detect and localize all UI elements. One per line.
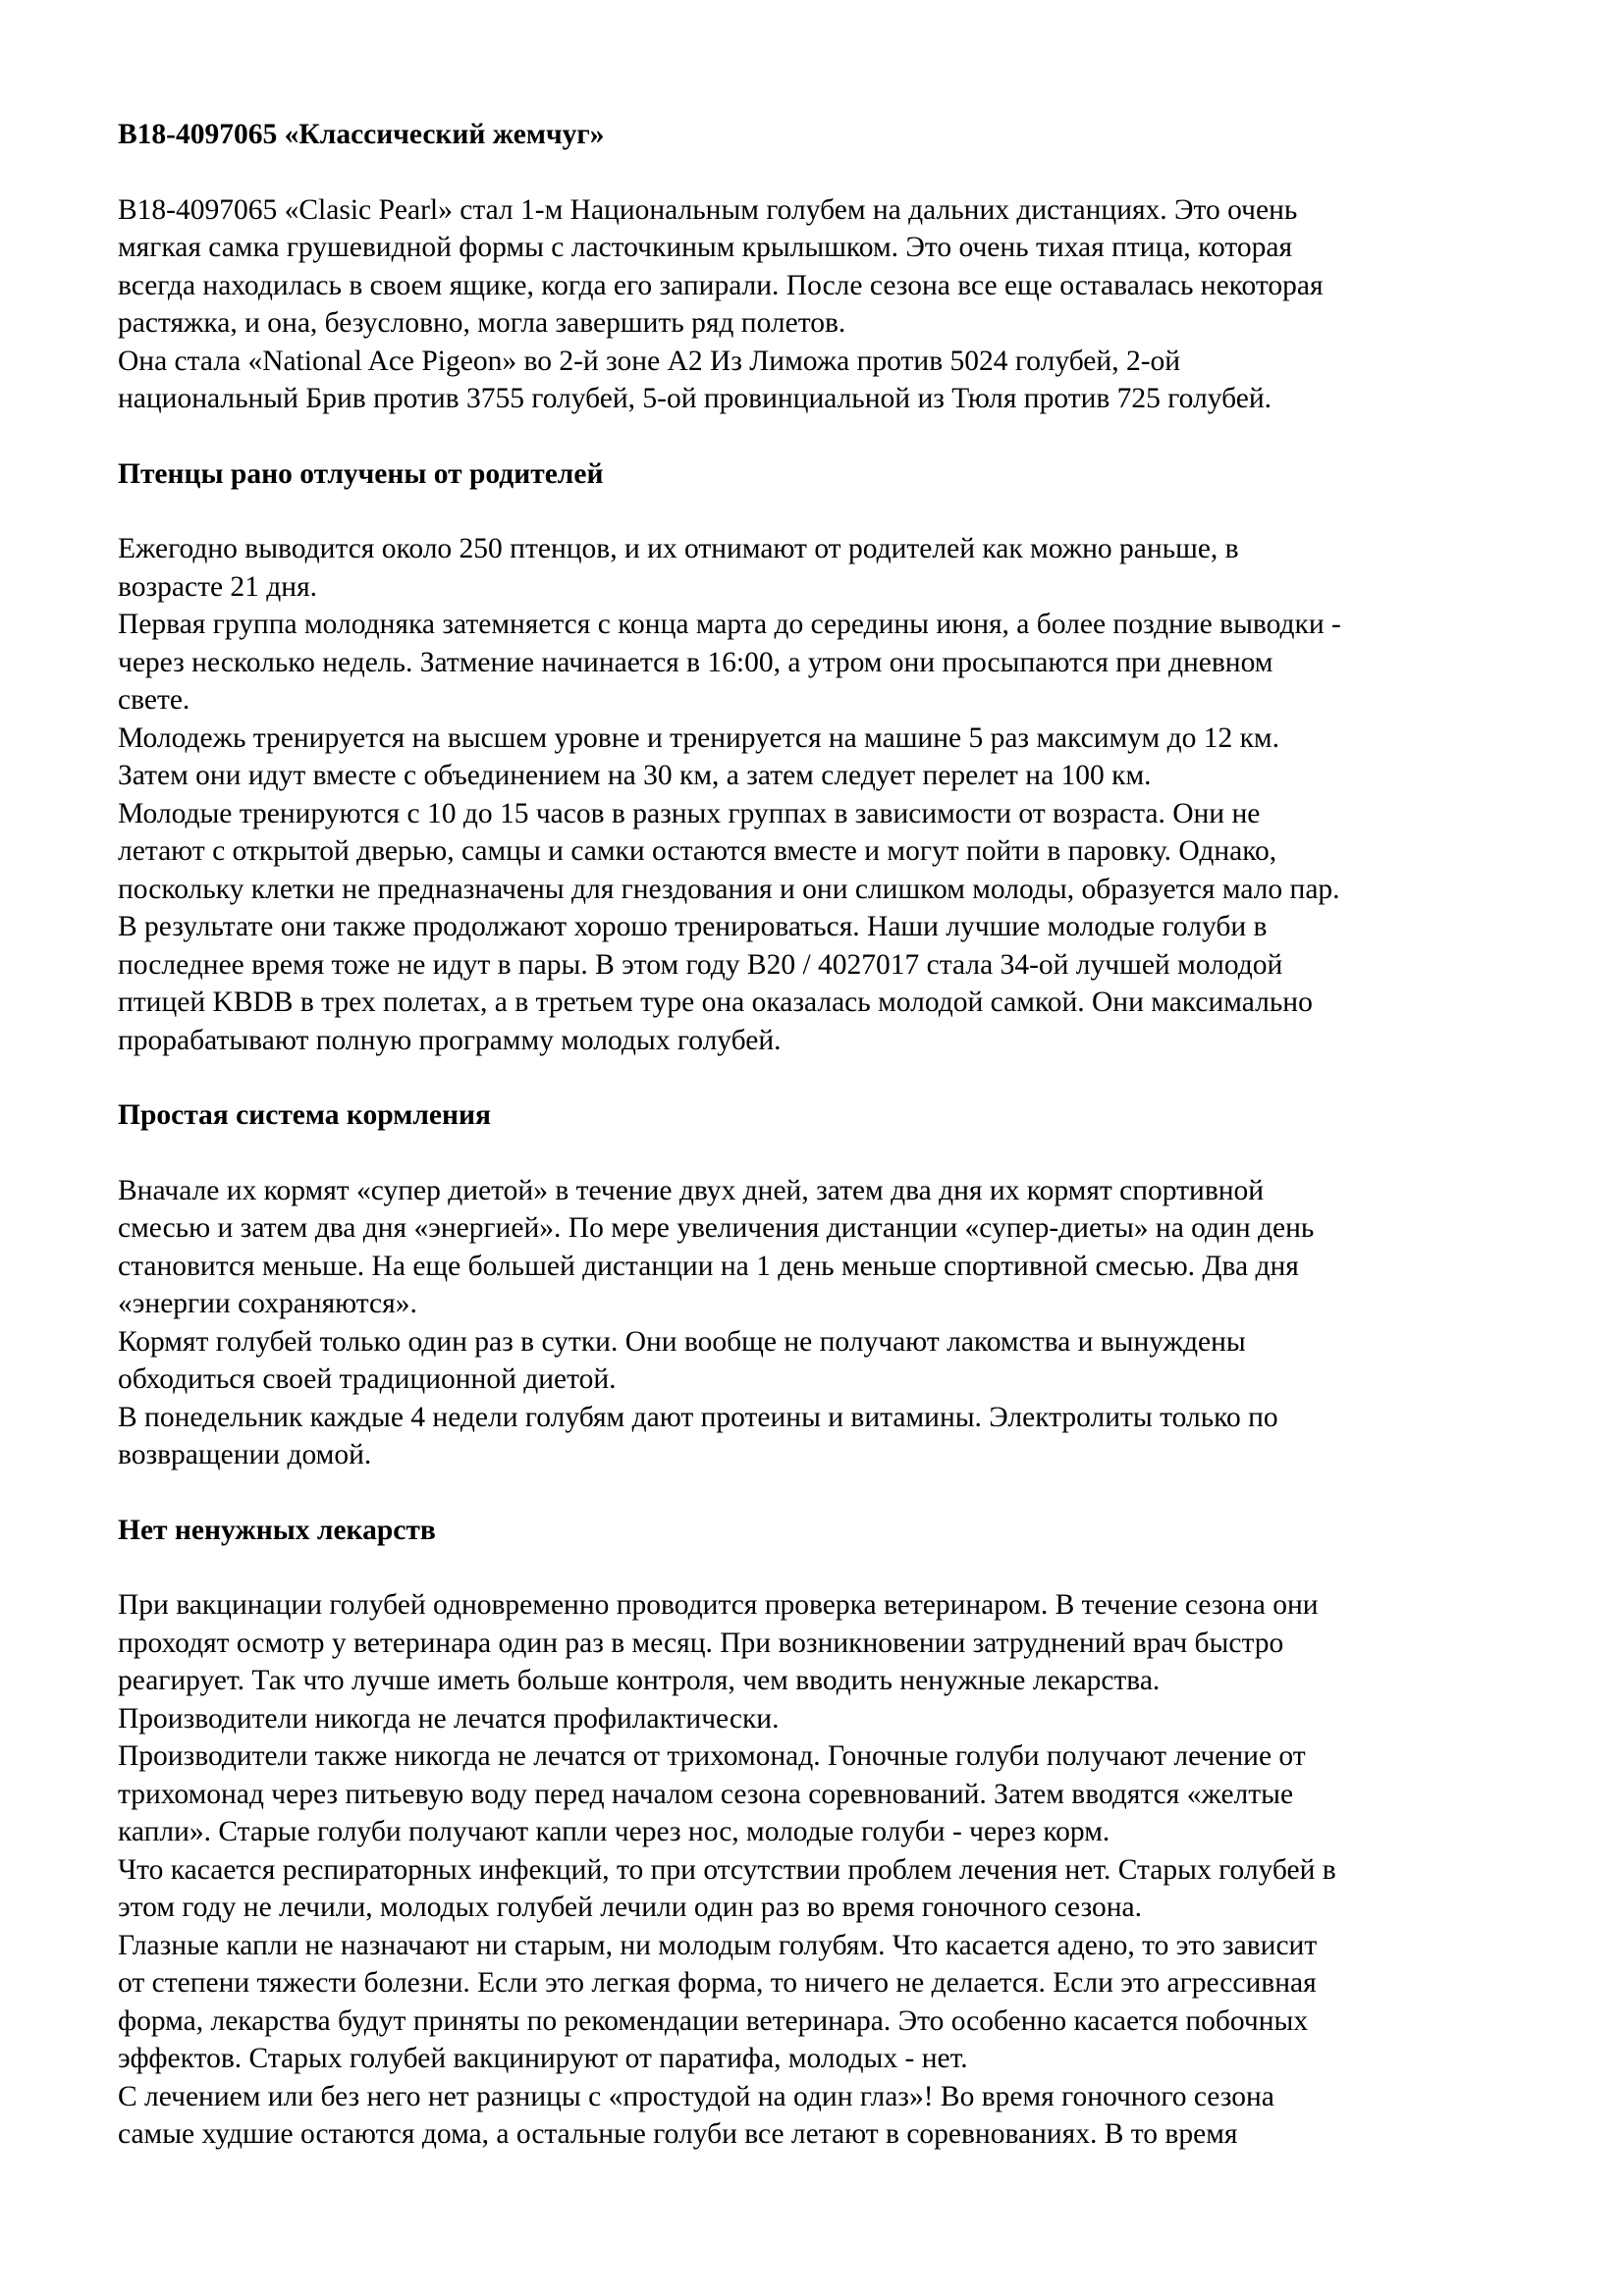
document-page xyxy=(118,116,1532,2191)
text-line: В понедельник каждые 4 недели голубям дают протеины и витамины. Электролиты только по xyxy=(118,1401,1278,1433)
section-chicks-weaned xyxy=(118,455,1532,1060)
text-line: Ежегодно выводится около 250 птенцов, и их отнимают от родителей как можно раньше, в xyxy=(118,533,1239,564)
paragraph xyxy=(118,191,1532,343)
text-line: B18-4097065 «Clasic Pearl» стал 1-м Национальным голубем на дальних дистанциях. Это очень xyxy=(118,193,1298,226)
text-line: Кормят голубей только один раз в сутки. Они вообще не получают лакомства и вынуждены xyxy=(118,1325,1246,1358)
text-line: этом году не лечили, молодых голубей лечили один раз во время гоночного сезона. xyxy=(118,1892,1143,1923)
paragraph xyxy=(118,795,1532,909)
text-line: последнее время тоже не идут в пары. В этом году B20 / 4027017 стала 34-ой лучшей молодой xyxy=(118,948,1283,981)
text-line: Затем они идут вместе с объединением на 30 км, а затем следует перелет на 100 км. xyxy=(118,760,1152,791)
paragraph xyxy=(118,343,1532,418)
text-line: возрасте 21 дня. xyxy=(118,570,318,603)
section-classic-pearl xyxy=(118,116,1532,418)
text-line: от степени тяжести болезни. Если это легкая форма, то ничего не делается. Если это агрессивная xyxy=(118,1967,1317,1999)
text-line: Первая группа молодняка затемняется с конца марта до середины июня, а более поздние выводки - xyxy=(118,609,1341,640)
text-line: прорабатывают полную программу молодых голубей. xyxy=(118,1024,782,1056)
section-heading: B18-4097065 «Классический жемчуг» xyxy=(118,119,605,150)
paragraph xyxy=(118,2078,1532,2154)
text-line: Что касается респираторных инфекций, то при отсутствии проблем лечения нет. Старых голубей в xyxy=(118,1853,1336,1886)
text-line: капли». Старые голуби получают капли через нос, молодые голуби - через корм. xyxy=(118,1816,1110,1847)
text-line: растяжка, и она, безусловно, могла завершить ряд полетов. xyxy=(118,307,846,339)
text-line: возвращении домой. xyxy=(118,1439,372,1470)
paragraph xyxy=(118,1399,1532,1474)
text-line: летают с открытой дверью, самцы и самки остаются вместе и могут пойти в паровку. Однако, xyxy=(118,835,1277,867)
text-line: становится меньше. На еще большей дистанции на 1 день меньше спортивной смесью. Два дня xyxy=(118,1250,1299,1282)
section-heading: Птенцы рано отлучены от родителей xyxy=(118,457,604,490)
text-line: самые худшие остаются дома, а остальные голуби все летают в соревнованиях. В то время xyxy=(118,2118,1238,2150)
text-line: мягкая самка грушевидной формы с ласточкиным крылышком. Это очень тихая птица, которая xyxy=(118,232,1293,263)
paragraph xyxy=(118,1737,1532,1851)
paragraph xyxy=(118,908,1532,1059)
text-line: Производители никогда не лечатся профилактически. xyxy=(118,1702,780,1735)
text-line: форма, лекарства будут приняты по рекомендации ветеринара. Это особенно касается побочных xyxy=(118,2004,1309,2037)
text-line: проходят осмотр у ветеринара один раз в месяц. При возникновении затруднений врач быстро xyxy=(118,1627,1284,1659)
text-line: В результате они также продолжают хорошо тренироваться. Наши лучшие молодые голуби в xyxy=(118,911,1268,942)
section-heading: Нет ненужных лекарств xyxy=(118,1514,436,1546)
paragraph xyxy=(118,1586,1532,1737)
paragraph xyxy=(118,720,1532,758)
paragraph xyxy=(118,530,1532,606)
text-line: Производители также никогда не лечатся от трихомонад. Гоночные голуби получают лечение от xyxy=(118,1740,1306,1772)
paragraph xyxy=(118,1323,1532,1399)
text-line: Молодежь тренируется на высшем уровне и тренируется на машине 5 раз максимум до 12 км. xyxy=(118,721,1279,754)
text-line: При вакцинации голубей одновременно проводится проверка ветеринаром. В течение сезона они xyxy=(118,1589,1319,1621)
section-heading: Простая система кормления xyxy=(118,1099,491,1131)
text-line: эффектов. Старых голубей вакцинируют от паратифа, молодых - нет. xyxy=(118,2043,968,2074)
text-line: Вначале их кормят «супер диетой» в течение двух дней, затем два дня их кормят спортивной xyxy=(118,1174,1265,1206)
text-line: смесью и затем два дня «энергией». По мере увеличения дистанции «супер-диеты» на один день xyxy=(118,1212,1315,1244)
paragraph xyxy=(118,1927,1532,2078)
section-feeding-system xyxy=(118,1096,1532,1474)
text-line: трихомонад через питьевую воду перед началом сезона соревнований. Затем вводятся «желтые xyxy=(118,1778,1294,1810)
text-line: обходиться своей традиционной диетой. xyxy=(118,1363,617,1395)
paragraph xyxy=(118,606,1532,720)
text-line: С лечением или без него нет разницы с «простудой на один глаз»! Во время гоночного сезона xyxy=(118,2080,1274,2112)
text-line: Молодые тренируются с 10 до 15 часов в разных группах в зависимости от возраста. Они не xyxy=(118,797,1261,829)
text-line: реагирует. Так что лучше иметь больше контроля, чем вводить ненужные лекарства. xyxy=(118,1665,1161,1696)
paragraph xyxy=(118,1172,1532,1323)
text-line: национальный Брив против 3755 голубей, 5-ой провинциальной из Тюля против 725 голубей. xyxy=(118,383,1272,414)
text-line: Глазные капли не назначают ни старым, ни молодым голубям. Что касается адено, то это зависит xyxy=(118,1929,1318,1961)
text-line: птицей KBDB в трех полетах, а в третьем туре она оказалась молодой самкой. Они максимально xyxy=(118,987,1313,1018)
text-line: через несколько недель. Затмение начинается в 16:00, а утром они просыпаются при дневном xyxy=(118,646,1273,678)
text-line: свете. xyxy=(118,684,190,716)
text-line: всегда находилась в своем ящике, когда его запирали. После сезона все еще оставалась некоторая xyxy=(118,269,1324,301)
paragraph xyxy=(118,1851,1532,1927)
text-line: Она стала «National Ace Pigeon» во 2-й зоне A2 Из Лиможа против 5024 голубей, 2-ой xyxy=(118,345,1181,377)
paragraph xyxy=(118,757,1532,795)
text-line: поскольку клетки не предназначены для гнездования и они слишком молоды, образуется мало пар. xyxy=(118,873,1340,905)
text-line: «энергии сохраняются». xyxy=(118,1288,417,1319)
section-no-unnecessary-medicine xyxy=(118,1512,1532,2154)
